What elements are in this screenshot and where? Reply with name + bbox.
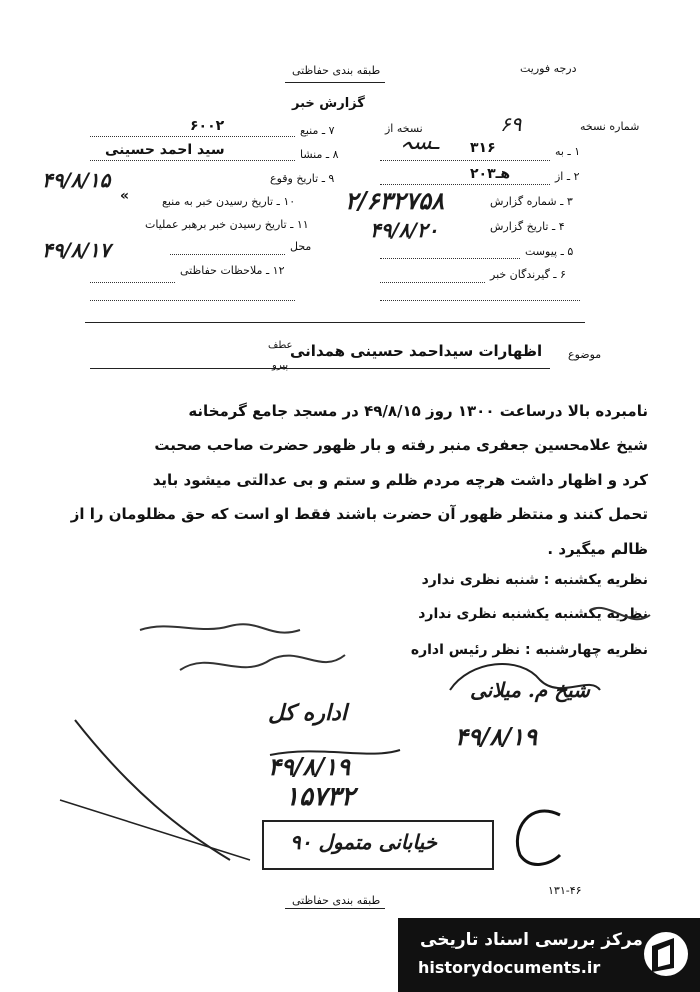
attachment-label: ۵ ـ پیوست [525,245,574,258]
subject-underline [90,368,550,369]
classification-bottom: طبقه بندی حفاظتی [292,894,381,907]
received-by-leader-value: ۴۹/۸/۱۷ [42,238,111,262]
archive-logo-icon [640,928,692,980]
copy-of-label: نسخه از [385,122,423,135]
scribble-stroke [590,608,650,619]
occurrence-date-value: ۴۹/۸/۱۵ [42,168,111,192]
subject-annot-bottom: پیرو [272,360,289,371]
body-line: نامبرده بالا درساعت ۱۳۰۰ روز ۴۹/۸/۱۵ در مسجد جامع گرمخانه [188,402,648,420]
source-value: ۶۰۰۲ [190,118,225,134]
copy-number-label: شماره نسخه [580,120,640,133]
body-line: شیخ علامحسین جعفری منبر رفته و بار ظهور حضرت صاحب صحبت [154,436,648,454]
margin-stroke [60,800,250,860]
classification-bottom-underline [285,908,385,909]
opinion-line: نظریه یکشنبه : شنبه نظری ندارد [421,572,648,588]
received-by-source-label: ۱۰ ـ تاریخ رسیدن خبر به منبع [162,195,296,208]
origin-value: سید احمد حسینی [105,142,225,158]
center-handwritten-date: ۴۹/۸/۱۹ [268,752,350,781]
location-label: محل [290,240,312,253]
header-divider [85,322,585,323]
subject-text: اظهارات سیداحمد حسینی همدانی [290,342,543,360]
source-label: ۷ ـ منبع [300,124,335,137]
field-from-value: ۲۰هـ۳ [470,166,511,182]
subject-annot-top: عطف [268,340,293,351]
body-line: ظالم میگیرد . [547,540,648,558]
margin-stroke [75,720,230,860]
field-to-label: ۱ ـ به [555,145,581,158]
report-number-value: ۲/۶۳۲۷۵۸ [345,186,444,215]
handwritten-scribble-top: ـسہ [400,130,439,155]
right-signature: شیخ م. میلانی [470,678,590,702]
archive-org-name: مرکز بررسی اسناد تاریخی [420,930,643,950]
received-by-source-value: « [120,188,130,204]
report-title: گزارش خبر [292,96,365,111]
report-date-value: ۴۹/۸/۲۰ [370,218,439,242]
copy-number-value: ۶۹ [500,112,522,136]
opinion-line: نظریه چهارشنبه : نظر رئیس اداره [410,642,648,658]
subject-label: موضوع [568,348,602,361]
recipients-label: ۶ ـ گیرندگان خبر [490,268,566,281]
office-handwritten: اداره کل [268,700,347,726]
body-line: تحمل کنند و منتظر ظهور آن حضرت باشند فقط او است که حق مظلومان را از [70,505,648,523]
center-handwritten-number: ۱۵۷۳۲ [285,782,355,812]
opinion-line: نظریه یکشنبه یکشنبه نظری ندارد [418,606,648,622]
security-notes-label: ۱۲ ـ ملاحظات حفاظتی [180,264,285,277]
right-handwritten-date: ۴۹/۸/۱۹ [455,722,537,751]
form-number: ۱۳۱-۴۶ [548,884,582,897]
archive-website: historydocuments.ir [418,958,601,977]
field-from-label: ۲ ـ از [555,170,580,183]
received-by-leader-label: ۱۱ ـ تاریخ رسیدن خبر برهبر عملیات [145,218,309,231]
classification-underline [285,82,385,83]
priority-label: درجه فوریت [520,62,577,75]
classification-top: طبقه بندی حفاظتی [292,64,381,77]
occurrence-date-label: ۹ ـ تاریخ وقوع [270,172,335,185]
scribble-stroke [180,655,345,670]
origin-label: ۸ ـ منشا [300,148,339,161]
circle-mark-stroke [517,811,560,864]
body-line: کرد و اظهار داشت هرچه مردم ظلم و ستم و بی عدالتی میشود باید [152,471,648,489]
scribble-stroke [140,624,300,632]
report-date-label: ۴ ـ تاریخ گزارش [490,220,565,233]
stamp-box-text: خیابانی متمول ۹۰ [290,830,437,854]
report-number-label: ۳ ـ شماره گزارش [490,195,573,208]
field-to-value: ۳۱۶ [470,140,496,156]
